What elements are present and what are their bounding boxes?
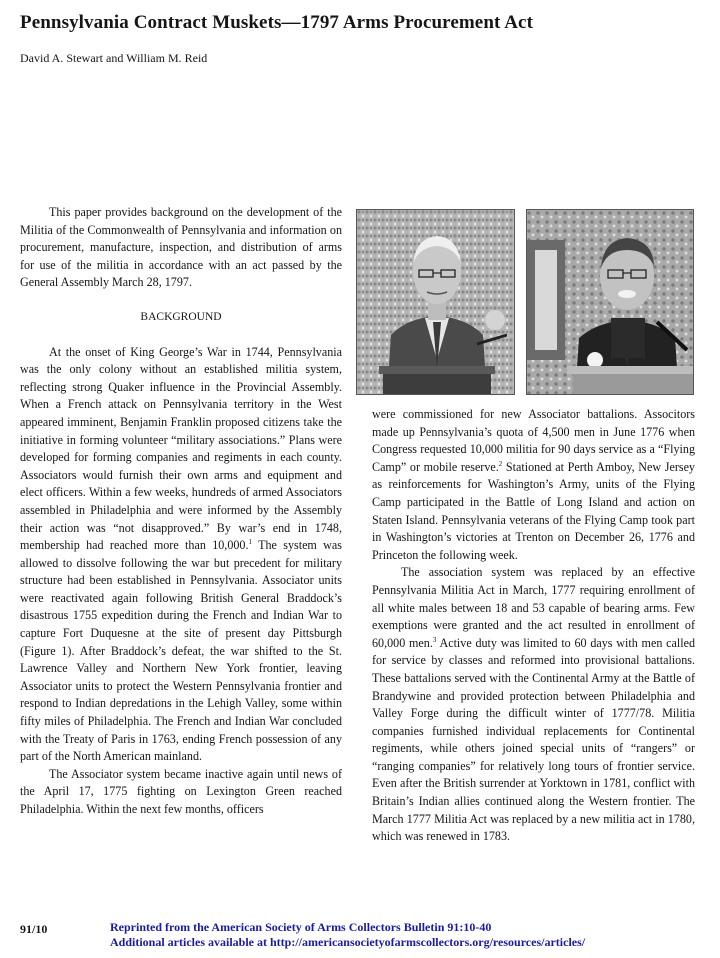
reprint-source-line: Reprinted from the American Society of Arms Collectors Bulletin 91:10-40 <box>110 920 492 934</box>
section-heading: BACKGROUND <box>140 310 222 323</box>
page-number: 91/10 <box>20 922 48 936</box>
speaker-photo-right <box>526 209 694 395</box>
reprint-notice <box>110 920 585 950</box>
articles-link[interactable]: Additional articles available at http://americansocietyofarmscollectors.org/resources/articles/ <box>110 935 586 949</box>
text-column-left <box>20 204 342 819</box>
text-column-right <box>372 406 695 846</box>
speaker-photo-left <box>356 209 515 395</box>
article-title: Pennsylvania Contract Muskets—1797 Arms Procurement Act <box>20 12 533 33</box>
footnote-marker: 1 <box>248 538 252 547</box>
paragraph-text: Stationed at Perth Amboy, New Jersey as reinforcements for Washington’s Army, units of the Flying Camp participated in the Battle of Long Island and action on Staten Island. Pennsylvania veterans of the Flying Camp took part in Washington’s victories at Trenton on December 26, 1776 and Princeton the following week. <box>372 459 695 562</box>
intro-paragraph: This paper provides background on the development of the Militia of the Commonwealth of Pennsylvania and information on procurement, manufacture, inspection, and distribution of arms for use of the militia in accordance with an act passed by the General Assembly March 28, 1797. <box>20 205 342 290</box>
paragraph-text: Active duty was limited to 60 days with men called for service by classes and reformed into provisional battalions. These battalions served with the Continental Army at the Battle of Brandywine and provided protection between Philadelphia and Valley Forge during the difficult winter of 1777/78. Militia companies furnished individual replacements for Continental regiments, while others joined special units of “rangers” or “ranging companies” for relatively long tours of frontier service. Even after the British surrender at Yorktown in 1781, conflict with Britain’s Indian allies continued along the Western frontier. The March 1777 Militia Act was replaced by a new militia act in 1780, which was renewed in 1783. <box>372 635 695 844</box>
paragraph-text: The system was allowed to dissolve following the war but precedent for military structure had been established in Pennsylvania. Associator units were reactivated again following British General Braddock’s disastrous 1755 expedition during the French and Indian War to capture Fort Duquesne at the site of present day Pittsburgh (Figure 1). After Braddock’s defeat, the war shifted to the St. Lawrence Valley and Northern New York frontier, leaving Associator units to protect the Western Pennsylvania frontier and respond to Indian depredations in the Lehigh Valley, some within fifty miles of Philadelphia. The French and Indian War concluded with the Treaty of Paris in 1763, ending French possession of any part of the North American mainland. <box>20 538 342 764</box>
paragraph-text: At the onset of King George’s War in 1744, Pennsylvania was the only colony without an established militia system, reflecting strong Quaker influence in the Provincial Assembly. When a French attack on Pennsylvania territory in the West appeared imminent, Benjamin Franklin proposed citizens take the initiative in forming volunteer “military associations.” Plans were developed for forming companies and regiments in each county. Associators would furnish their own arms and equipment and elect officers. Within a few weeks, hundreds of armed Associators assembled in Philadelphia and were informed by the Assembly their action was “not disapproved.” By war’s end in 1748, membership had reached more than 10,000. <box>20 344 342 553</box>
footnote-marker: 2 <box>498 459 503 468</box>
paragraph-militia-act <box>372 564 695 846</box>
paragraph-text: The association system was replaced by an effective Pennsylvania Militia Act in March, 1777 requiring enrollment of all white males between 18 and 53 capable of bearing arms. Few exemptions were granted and the act resulted in enrollment of 60,000 men. <box>372 565 695 650</box>
paragraph-king-georges-war <box>20 344 342 766</box>
paragraph-associator-inactive: The Associator system became inactive again until news of the April 17, 1775 fighting on Lexington Green reached Philadelphia. Within the next few months, officers <box>20 766 342 816</box>
footnote-marker: 3 <box>432 635 437 644</box>
paragraph-flying-camp <box>372 406 695 564</box>
article-authors: David A. Stewart and William M. Reid <box>20 51 208 65</box>
paragraph-text: were commissioned for new Associator battalions. Associtors made up Pennsylvania’s quota of 4,500 men in June 1776 when Congress requested 10,000 militia for 90 days service as a “Flying Camp” or mobile reserve. <box>372 407 695 474</box>
